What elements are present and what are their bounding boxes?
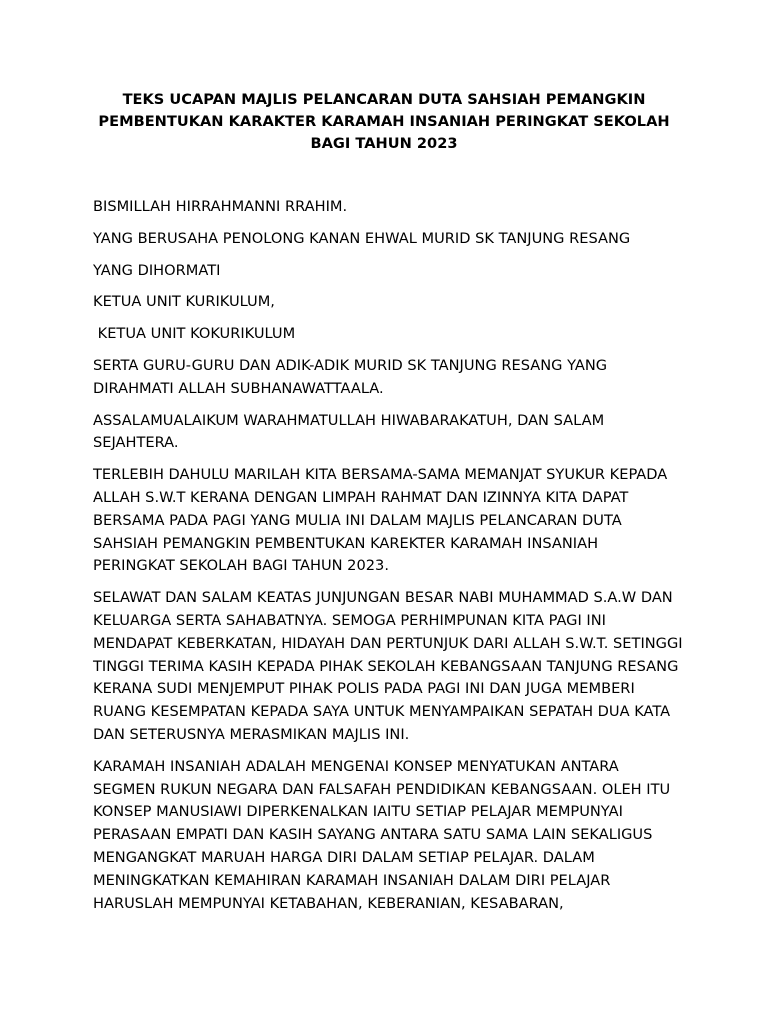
document-title: TEKS UCAPAN MAJLIS PELANCARAN DUTA SAHSIAH PEMANGKIN PEMBENTUKAN KARAKTER KARAMAH INSANIAH PERINGKAT SEKOLAH BAGI TAHUN 2023 bbox=[98, 91, 670, 152]
paragraph-guru-murid: SERTA GURU-GURU DAN ADIK-ADIK MURID SK TANJUNG RESANG YANG DIRAHMATI ALLAH SUBHANAWATTAALA. bbox=[93, 356, 608, 397]
paragraph-ketua-kokurikulum: KETUA UNIT KOKURIKULUM bbox=[93, 325, 296, 343]
paragraph-yang-dihormati: YANG DIHORMATI bbox=[93, 261, 221, 279]
paragraph-selawat: SELAWAT DAN SALAM KEATAS JUNJUNGAN BESAR NABI MUHAMMAD S.A.W DAN KELUARGA SERTA SAHABATNYA. SEMOGA PERHIMPUNAN KITA PAGI INI MENDAPAT KEBERKATAN, HIDAYAH DAN PERTUNJUK DARI ALLAH S.W.T. SETINGGI TINGGI TERIMA KASIH KEPADA PIHAK SEKOLAH KEBANGSAAN TANJUNG RESANG KERANA SUDI MENJEMPUT PIHAK POLIS PADA PAGI INI DAN JUGA MEMBERI RUANG KESEMPATAN KEPADA SAYA UNTUK MENYAMPAIKAN SEPATAH DUA KATA DAN SETERUSNYA MERASMIKAN MAJLIS INI. bbox=[93, 589, 683, 743]
paragraph-greeting: ASSALAMUALAIKUM WARAHMATULLAH HIWABARAKATUH, DAN SALAM SEJAHTERA. bbox=[93, 411, 605, 452]
paragraph-salutation-pk-hem: YANG BERUSAHA PENOLONG KANAN EHWAL MURID SK TANJUNG RESANG bbox=[93, 229, 631, 247]
paragraph-ketua-kurikulum: KETUA UNIT KURIKULUM, bbox=[93, 293, 275, 311]
paragraph-karamah-insaniah: KARAMAH INSANIAH ADALAH MENGENAI KONSEP MENYATUKAN ANTARA SEGMEN RUKUN NEGARA DAN FALSAFAH PENDIDIKAN KEBANGSAAN. OLEH ITU KONSEP MANUSIAWI DIPERKENALKAN IAITU SETIAP PELAJAR MEMPUNYAI PERASAAN EMPATI DAN KASIH SAYANG ANTARA SATU SAMA LAIN SEKALIGUS MENGANGKAT MARUAH HARGA DIRI DALAM SETIAP PELAJAR. DALAM MENINGKATKAN KEMAHIRAN KARAMAH INSANIAH DALAM DIRI PELAJAR HARUSLAH MEMPUNYAI KETABAHAN, KEBERANIAN, KESABARAN, bbox=[93, 757, 671, 912]
paragraph-syukur: TERLEBIH DAHULU MARILAH KITA BERSAMA-SAMA MEMANJAT SYUKUR KEPADA ALLAH S.W.T KERANA DENGAN LIMPAH RAHMAT DAN IZINNYA KITA DAPAT BERSAMA PADA PAGI YANG MULIA INI DALAM MAJLIS PELANCARAN DUTA SAHSIAH PEMANGKIN PEMBENTUKAN KAREKTER KARAMAH INSANIAH PERINGKAT SEKOLAH BAGI TAHUN 2023. bbox=[93, 466, 668, 575]
document-body bbox=[93, 196, 683, 924]
paragraph-opening-prayer: BISMILLAH HIRRAHMANNI RRAHIM. bbox=[93, 198, 348, 215]
